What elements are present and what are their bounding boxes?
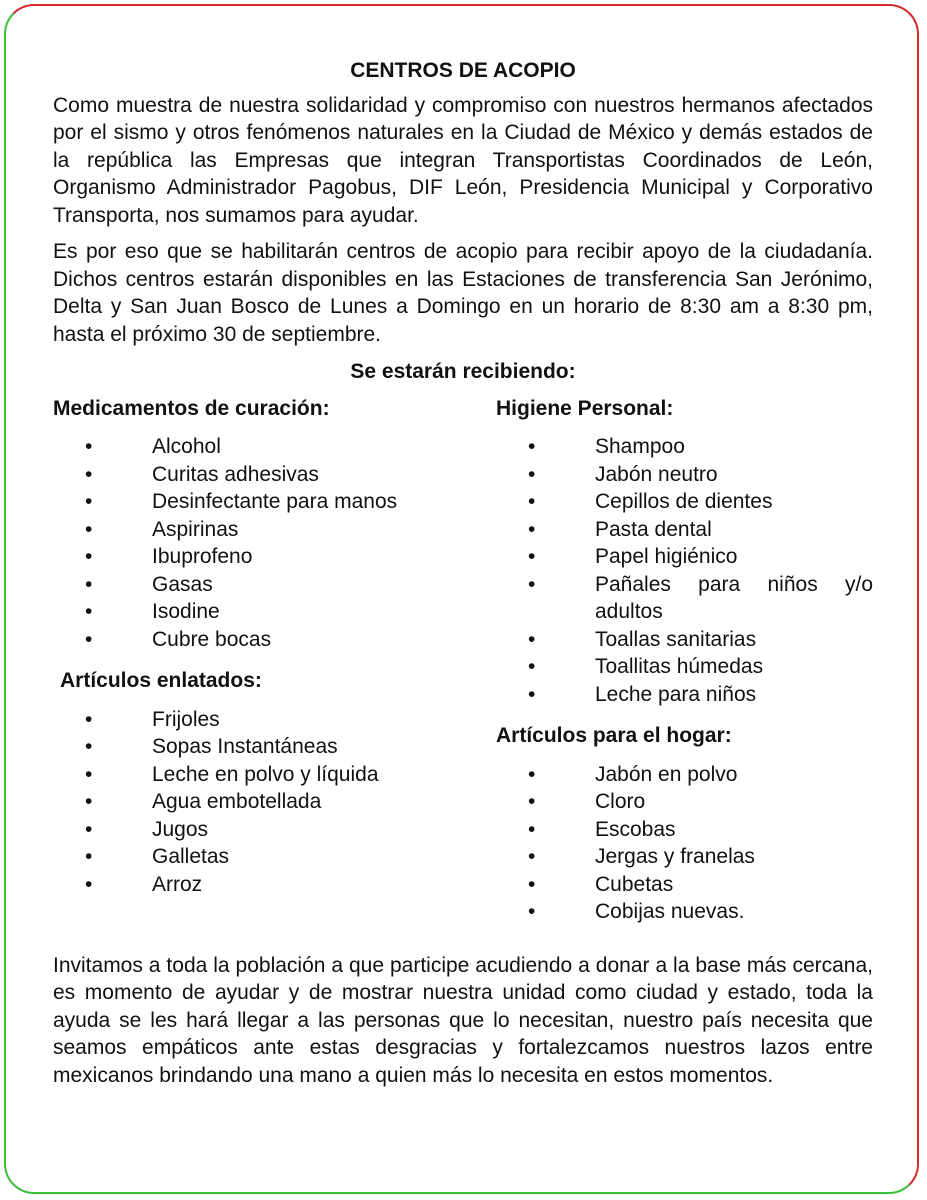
bullet-icon: • — [85, 790, 93, 813]
bullet-icon: • — [528, 545, 536, 568]
list-item — [53, 461, 431, 489]
list-item — [53, 816, 431, 844]
list-item-text: Jabón en polvo — [595, 762, 738, 786]
list-item-text: Agua embotellada — [152, 790, 322, 813]
list-item — [496, 843, 873, 871]
bullet-icon: • — [85, 872, 93, 896]
list-item — [496, 653, 873, 681]
list-item-text: Isodine — [152, 600, 220, 623]
list-item-text: Leche en polvo y líquida — [152, 762, 379, 786]
bullet-icon: • — [528, 572, 536, 596]
list-item — [496, 788, 873, 816]
list-item — [496, 761, 873, 789]
list-item — [53, 871, 431, 899]
list-item-text: Cepillos de dientes — [595, 490, 773, 513]
bullet-icon: • — [85, 627, 93, 651]
list-item-text: Jergas y franelas — [595, 845, 755, 868]
list-medicamentos — [53, 433, 431, 653]
list-item-text: Arroz — [152, 872, 203, 896]
bullet-icon: • — [528, 845, 536, 868]
list-item-text: Frijoles — [152, 707, 220, 731]
list-item-text: Gasas — [152, 572, 213, 596]
bullet-icon: • — [528, 517, 536, 541]
bullet-icon: • — [528, 682, 536, 706]
list-item — [53, 571, 431, 599]
list-item — [53, 543, 431, 571]
list-item-text: Alcohol — [152, 435, 221, 458]
list-item-text: Jabón neutro — [595, 462, 718, 486]
bullet-icon: • — [85, 517, 93, 541]
bullet-icon: • — [85, 545, 93, 568]
list-item — [496, 461, 873, 489]
bullet-icon: • — [85, 600, 93, 623]
list-item — [53, 761, 431, 789]
list-item-text: Toallitas húmedas — [595, 655, 764, 678]
list-item-text: Pasta dental — [595, 517, 712, 541]
section-heading-hogar: Artículos para el hogar: — [496, 724, 732, 747]
list-item-text: Galletas — [152, 845, 230, 868]
list-item-text: Cobijas nuevas. — [595, 900, 745, 923]
list-item — [496, 626, 873, 654]
list-item-text: Curitas adhesivas — [152, 462, 319, 486]
bullet-icon: • — [85, 735, 93, 758]
bullet-icon: • — [528, 817, 536, 841]
list-item — [53, 488, 431, 516]
list-item-text: Desinfectante para manos — [152, 490, 398, 513]
bullet-icon: • — [528, 462, 536, 486]
bullet-icon: • — [85, 707, 93, 731]
list-item — [496, 516, 873, 544]
list-item — [496, 898, 873, 926]
list-item-text: Sopas Instantáneas — [152, 735, 338, 758]
list-item-text: Aspirinas — [152, 517, 239, 541]
bullet-icon: • — [85, 762, 93, 786]
list-hogar — [496, 761, 873, 926]
list-item — [496, 433, 873, 461]
list-item — [496, 871, 873, 899]
bullet-icon: • — [85, 435, 93, 458]
list-item-text: Pañales para niños y/o adultos — [595, 572, 873, 623]
closing-paragraph: Invitamos a toda la población a que participe acudiendo a donar a la base más cercana, es momento de ayudar y de mostrar nuestra unidad como ciudad y estado, toda la ayuda se les hará llegar a las personas que lo necesitan, nuestro país necesita que seamos empáticos ante estas desgracias y fortalezcamos nuestros lazos entre mexicanos brindando una mano a quien más lo necesita en estos momentos. — [53, 953, 873, 1087]
list-item-text: Ibuprofeno — [152, 545, 253, 568]
bullet-icon: • — [85, 490, 93, 513]
list-item-text: Shampoo — [595, 435, 685, 458]
bullet-icon: • — [528, 655, 536, 678]
section-heading-medicamentos: Medicamentos de curación: — [53, 396, 330, 420]
bullet-icon: • — [528, 872, 536, 896]
left-column — [53, 395, 431, 940]
donation-columns — [53, 395, 873, 940]
bullet-icon: • — [528, 790, 536, 813]
list-item-text: Cubre bocas — [152, 627, 272, 651]
list-item-text: Escobas — [595, 817, 676, 841]
list-higiene — [496, 433, 873, 708]
list-item — [496, 488, 873, 516]
list-item — [53, 706, 431, 734]
bullet-icon: • — [528, 490, 536, 513]
list-item — [496, 571, 873, 626]
bullet-icon: • — [528, 627, 536, 651]
bullet-icon: • — [528, 762, 536, 786]
list-item-text: Leche para niños — [595, 682, 757, 706]
list-item-text: Papel higiénico — [595, 545, 738, 568]
list-item — [496, 543, 873, 571]
list-item-text: Jugos — [152, 817, 209, 841]
section-heading-enlatados: Artículos enlatados: — [60, 669, 262, 692]
section-heading-higiene: Higiene Personal: — [496, 396, 674, 420]
list-item — [53, 626, 431, 654]
list-enlatados — [53, 706, 431, 899]
bullet-icon: • — [85, 817, 93, 841]
list-item-text: Cloro — [595, 790, 646, 813]
list-item-text: Toallas sanitarias — [595, 627, 757, 651]
list-item — [53, 788, 431, 816]
list-item — [53, 516, 431, 544]
receiving-subheading: Se estarán recibiendo: — [350, 360, 576, 383]
list-item — [53, 843, 431, 871]
bullet-icon: • — [85, 462, 93, 486]
bullet-icon: • — [528, 900, 536, 923]
list-item — [496, 816, 873, 844]
list-item-text: Cubetas — [595, 872, 674, 896]
bullet-icon: • — [85, 845, 93, 868]
list-item — [53, 433, 431, 461]
schedule-paragraph: Es por eso que se habilitarán centros de acopio para recibir apoyo de la ciudadanía. Dichos centros estarán disponibles en las Estaciones de transferencia San Jerónimo, Delta y San Juan Bosco de Lunes a Domingo en un horario de 8:30 am a 8:30 pm, hasta el próximo 30 de septiembre. — [53, 240, 873, 346]
list-item — [53, 733, 431, 761]
document-body — [53, 57, 873, 1098]
bullet-icon: • — [528, 435, 536, 458]
list-item — [53, 598, 431, 626]
right-column — [496, 395, 873, 940]
document-title: CENTROS DE ACOPIO — [350, 59, 576, 82]
list-item — [496, 681, 873, 709]
intro-paragraph: Como muestra de nuestra solidaridad y compromiso con nuestros hermanos afectados por el sismo y otros fenómenos naturales en la Ciudad de México y demás estados de la república las Empresas que integran Transportistas Coordinados de León, Organismo Administrador Pagobus, DIF León, Presidencia Municipal y Corporativo Transporta, nos sumamos para ayudar. — [53, 93, 873, 227]
bullet-icon: • — [85, 572, 93, 596]
